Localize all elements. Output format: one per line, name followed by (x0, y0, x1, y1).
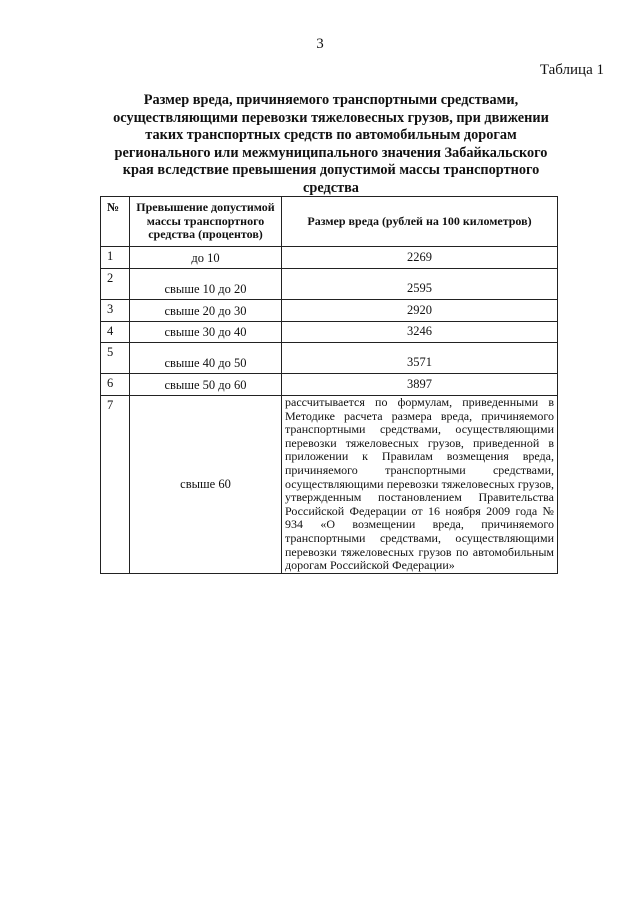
table-row (101, 374, 558, 396)
table-row (101, 396, 558, 574)
table-label: Таблица 1 (539, 62, 604, 78)
table-row (101, 300, 558, 322)
mass-excess-cell: свыше 60 (130, 396, 282, 574)
harm-size-cell: 2595 (282, 269, 558, 300)
harm-size-table (100, 196, 558, 574)
table-row (101, 247, 558, 269)
row-number: 3 (101, 300, 130, 322)
mass-excess-cell: свыше 10 до 20 (130, 269, 282, 300)
table-header-row (101, 197, 558, 247)
document-title: Размер вреда, причиняемого транспортными средствами, осуществляющими перевозки тяжеловесных грузов, при движении таких транспортных средств по автомобильным дорогам регионального или межмуниципального значения Забайкальского края вследствие превышения допустимой массы транспортного средства (113, 92, 549, 196)
mass-excess-cell: свыше 30 до 40 (130, 322, 282, 343)
harm-size-cell: 2920 (282, 300, 558, 322)
harm-size-cell: 3897 (282, 374, 558, 396)
harm-size-cell: 3246 (282, 322, 558, 343)
page-number: 3 (316, 36, 324, 52)
header-mass-excess: Превышение допустимой массы транспортного средства (процентов) (130, 197, 282, 247)
table-row (101, 269, 558, 300)
row-number: 2 (101, 269, 130, 300)
mass-excess-cell: до 10 (130, 247, 282, 269)
header-harm-size: Размер вреда (рублей на 100 километров) (282, 197, 558, 247)
harm-size-cell: 3571 (282, 343, 558, 374)
table-row (101, 343, 558, 374)
row-number: 6 (101, 374, 130, 396)
table-row (101, 322, 558, 343)
mass-excess-cell: свыше 20 до 30 (130, 300, 282, 322)
header-number: № (101, 197, 130, 247)
row-number: 1 (101, 247, 130, 269)
row-number: 4 (101, 322, 130, 343)
row-number: 7 (101, 396, 130, 574)
mass-excess-cell: свыше 40 до 50 (130, 343, 282, 374)
harm-size-cell: 2269 (282, 247, 558, 269)
mass-excess-cell: свыше 50 до 60 (130, 374, 282, 396)
row-number: 5 (101, 343, 130, 374)
harm-formula-text: рассчитывается по формулам, приведенными в Методике расчета размера вреда, причиняемого транспортными средствами, осуществляющими перевозки тяжеловесных грузов, приведенной в приложении к Правилам возмещения вреда, причиняемого транспортными средствами, осуществляющими перевозки тяжеловесных грузов, утвержденным постановлением Правительства Российской Федерации от 16 ноября 2009 года № 934 «О возмещении вреда, причиняемого транспортными средствами, осуществляющими перевозки тяжеловесных грузов по автомобильным дорогам Российской Федерации» (282, 396, 558, 574)
